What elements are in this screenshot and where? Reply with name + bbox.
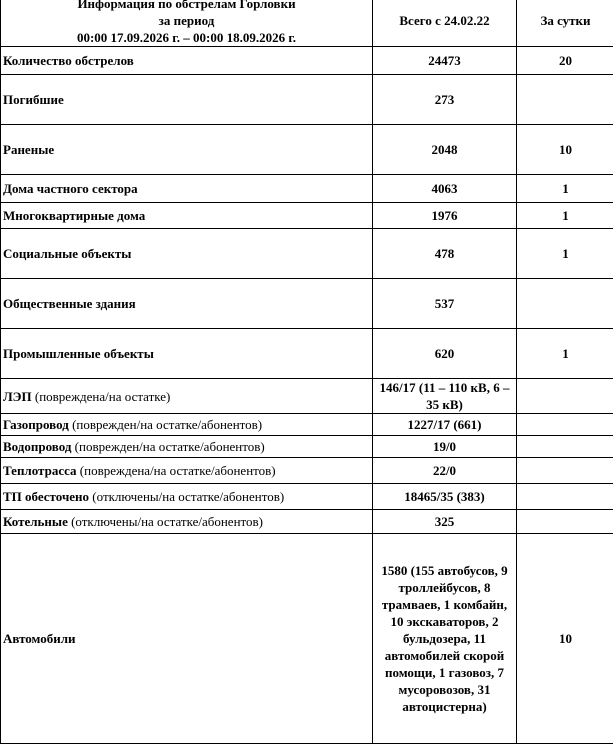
total-value: 478 xyxy=(373,229,517,279)
day-value xyxy=(517,379,613,414)
report-title xyxy=(1,0,373,47)
day-value xyxy=(517,414,613,436)
total-value: 18465/35 (383) xyxy=(373,484,517,510)
row-label xyxy=(1,414,373,436)
row-label-note: (отключены/на остатке/абонентов) xyxy=(89,489,284,504)
row-label-main: Газопровод xyxy=(3,417,69,432)
row-label xyxy=(1,534,373,744)
column-header-day: За сутки xyxy=(517,0,613,47)
row-label-note: (поврежден/на остатке/абонентов) xyxy=(71,439,264,454)
row-label-note: (отключены/на остатке/абонентов) xyxy=(68,514,263,529)
table-row xyxy=(1,329,613,379)
row-label-main: Теплотрасса xyxy=(3,463,77,478)
total-value: 2048 xyxy=(373,125,517,175)
table-row xyxy=(1,436,613,458)
day-value xyxy=(517,510,613,534)
row-label xyxy=(1,458,373,484)
row-label xyxy=(1,47,373,75)
row-label xyxy=(1,203,373,229)
day-value: 10 xyxy=(517,125,613,175)
total-value: 1580 (155 автобусов, 9 троллейбусов, 8 трамваев, 1 комбайн, 10 экскаваторов, 2 бульдозера, 11 автомобилей скорой помощи, 1 газовоз, 7 мусоровозов, 31 автоцистерна) xyxy=(373,534,517,744)
table-row xyxy=(1,458,613,484)
row-label xyxy=(1,510,373,534)
row-label-main: Количество обстрелов xyxy=(3,53,134,68)
column-header-total: Всего с 24.02.22 xyxy=(373,0,517,47)
header-row xyxy=(1,0,613,47)
row-label xyxy=(1,175,373,203)
row-label-main: Погибшие xyxy=(3,92,64,107)
table-row xyxy=(1,125,613,175)
row-label xyxy=(1,484,373,510)
row-label-main: Общественные здания xyxy=(3,296,136,311)
day-value: 1 xyxy=(517,203,613,229)
day-value xyxy=(517,458,613,484)
table-row xyxy=(1,175,613,203)
total-value: 620 xyxy=(373,329,517,379)
row-label-note: (повреждена/на остатке) xyxy=(32,389,171,404)
table-row xyxy=(1,414,613,436)
total-value: 19/0 xyxy=(373,436,517,458)
title-line: за период xyxy=(3,12,370,29)
total-value: 325 xyxy=(373,510,517,534)
total-value: 1976 xyxy=(373,203,517,229)
day-value: 10 xyxy=(517,534,613,744)
total-value: 22/0 xyxy=(373,458,517,484)
table-row xyxy=(1,484,613,510)
row-label xyxy=(1,379,373,414)
row-label xyxy=(1,229,373,279)
day-value: 1 xyxy=(517,329,613,379)
row-label-main: Котельные xyxy=(3,514,68,529)
title-line: Информация по обстрелам Горловки xyxy=(3,0,370,12)
day-value xyxy=(517,436,613,458)
row-label-note: (повреждена/на остатке/абонентов) xyxy=(77,463,276,478)
table-row xyxy=(1,379,613,414)
day-value xyxy=(517,75,613,125)
total-value: 146/17 (11 – 110 кВ, 6 – 35 кВ) xyxy=(373,379,517,414)
total-value: 1227/17 (661) xyxy=(373,414,517,436)
table-row xyxy=(1,47,613,75)
day-value xyxy=(517,484,613,510)
row-label-main: Многоквартирные дома xyxy=(3,208,145,223)
row-label xyxy=(1,436,373,458)
title-line: 00:00 17.09.2026 г. – 00:00 18.09.2026 г. xyxy=(3,29,370,46)
row-label-note: (поврежден/на остатке/абонентов) xyxy=(69,417,262,432)
row-label xyxy=(1,75,373,125)
day-value: 1 xyxy=(517,175,613,203)
row-label-main: Промышленные объекты xyxy=(3,346,154,361)
table-row xyxy=(1,229,613,279)
row-label-main: Социальные объекты xyxy=(3,246,131,261)
row-label-main: Дома частного сектора xyxy=(3,181,138,196)
row-label xyxy=(1,279,373,329)
row-label-main: Водопровод xyxy=(3,439,71,454)
day-value: 1 xyxy=(517,229,613,279)
day-value: 20 xyxy=(517,47,613,75)
table-row xyxy=(1,203,613,229)
total-value: 273 xyxy=(373,75,517,125)
row-label xyxy=(1,329,373,379)
table-body xyxy=(1,47,613,744)
row-label-main: ЛЭП xyxy=(3,389,32,404)
total-value: 537 xyxy=(373,279,517,329)
row-label-main: Автомобили xyxy=(3,631,76,646)
row-label-main: Раненые xyxy=(3,142,54,157)
day-value xyxy=(517,279,613,329)
row-label-main: ТП обесточено xyxy=(3,489,89,504)
total-value: 24473 xyxy=(373,47,517,75)
table-row xyxy=(1,75,613,125)
table-row xyxy=(1,510,613,534)
table-row xyxy=(1,279,613,329)
row-label xyxy=(1,125,373,175)
total-value: 4063 xyxy=(373,175,517,203)
table-row xyxy=(1,534,613,744)
